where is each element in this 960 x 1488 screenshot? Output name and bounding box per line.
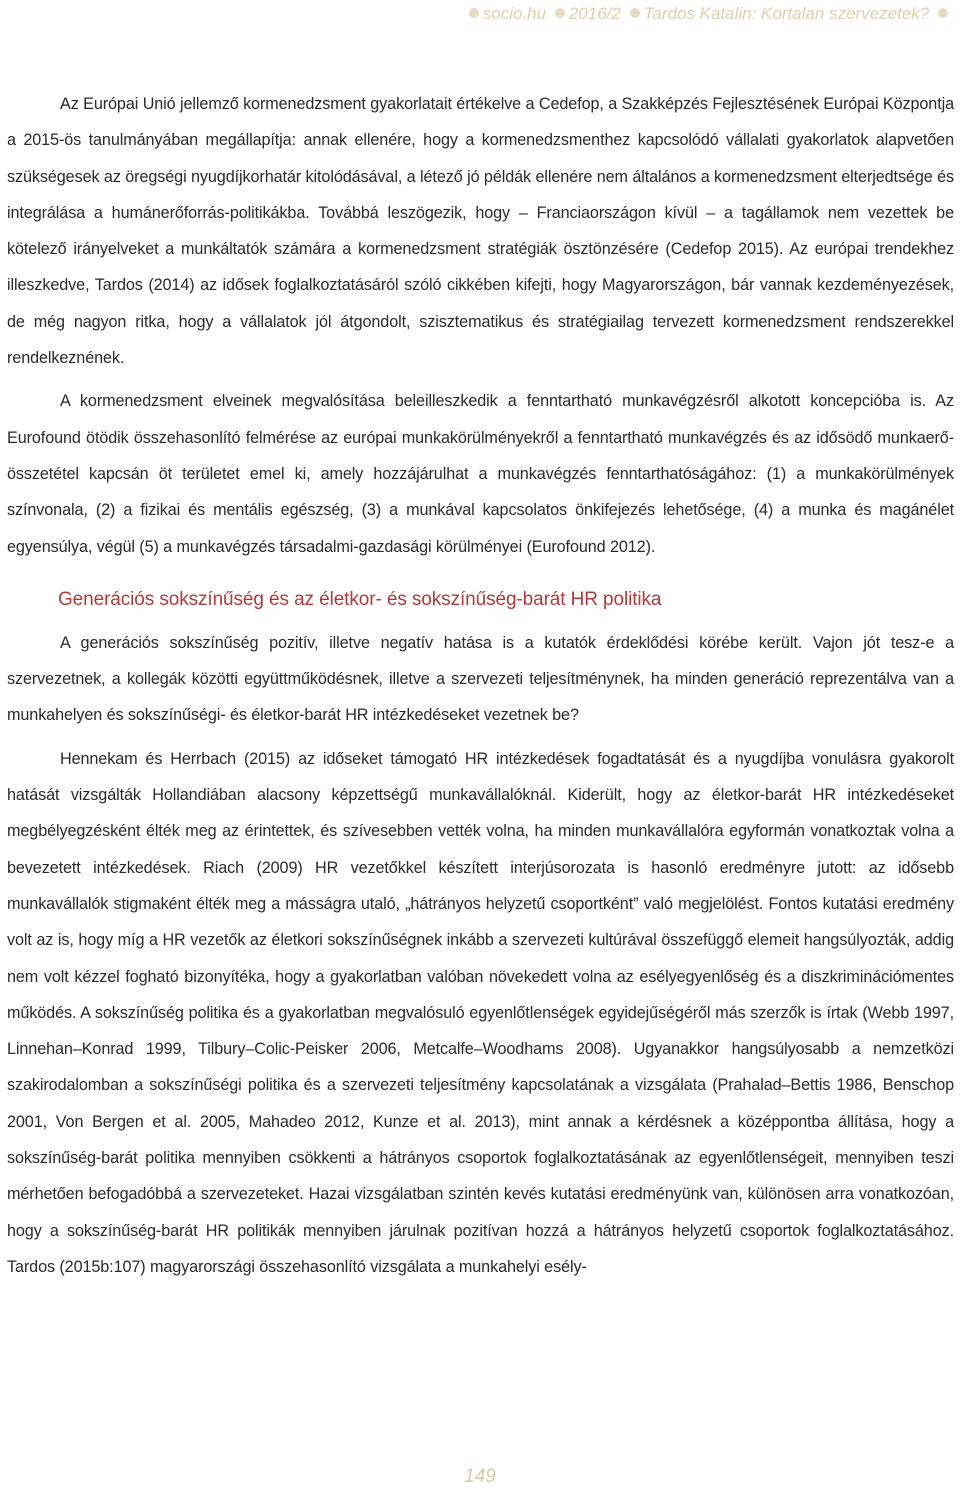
paragraph: Hennekam és Herrbach (2015) az időseket támogató HR intézkedések fogadtatását és a nyugdíjba vonulásra gyakorolt hatását vizsgálták Hollandiában alacsony képzettségű munkavállalóknál. Kiderült, hogy az életkor-barát HR intézkedéseket megbélyegzésként élték meg az érintettek, és szívesebben vették volna, ha minden munkavállalóra egyformán vonatkoztak volna a bevezetett intézkedések. Riach (2009) HR vezetőkkel készített interjúsorozata is hasonló eredményre jutott: az idősebb munkavállalók stigmaként élték meg a másságra utaló, „hátrányos helyzetű csoportként” való megjelölést. Fontos kutatási eredmény volt az is, hogy míg a HR vezetők az életkori sokszínűségnek inkább a szervezeti kultúrával összefüggő elemeit hangsúlyozták, addig nem volt kézzel fogható bizonyítéka, hogy a gyakorlatban valóban növekedett volna az esélyegyenlőség és a diszkriminációmentes működés. A sokszínűség politika és a gyakorlatban megvalósuló egyenlőtlenségek egyidejűségéről más szerzők is írtak (Webb 1997, Linnehan–Konrad 1999, Tilbury–Colic-Peisker 2006, Metcalfe–Woodhams 2008). Ugyanakkor hangsúlyosabb a nemzetközi szakirodalomban a sokszínűségi politika és a szervezeti teljesítmény kapcsolatának a vizsgálata (Prahalad–Bettis 1986, Benschop 2001, Von Bergen et al. 2005, Mahadeo 2012, Kunze et al. 2013), mint annak a kérdésnek a középpontba állítása, hogy a sokszínűség-barát politika mennyiben csökkenti a hátrányos csoportok foglalkoztatásának az egyenlőtlenségeit, mennyiben teszi mérhetően befogadóbbá a szervezeteket. Hazai vizsgálatban szintén kevés kutatási eredményünk van, különösen arra vonatkozóan, hogy a sokszínűség-barát HR politikák mennyiben járulnak pozitívan hozzá a hátrányos helyzetű csoportok foglalkoztatásához. Tardos (2015b:107) magyarországi összehasonlító vizsgálata a munkahelyi esély-	[7, 749, 954, 1276]
header-issue: 2016/2	[568, 4, 621, 23]
section-heading: Generációs sokszínűség és az életkor- és sokszínűség-barát HR politika	[58, 588, 662, 610]
header-journal: socio.hu	[482, 4, 547, 23]
running-header	[465, 4, 952, 24]
paragraph: A generációs sokszínűség pozitív, illetve negatív hatása is a kutatók érdeklődési körébe került. Vajon jót tesz-e a szervezetnek, a kollegák közötti együttműködésnek, illetve a szervezeti teljesítménynek, ha minden generáció reprezentálva van a munkahelyen és sokszínűségi- és életkor-barát HR intézkedéseket vezetnek be?	[7, 633, 954, 725]
bullet-icon	[469, 8, 479, 18]
bullet-icon	[555, 8, 565, 18]
paragraph: Az Európai Unió jellemző kormenedzsment gyakorlatait értékelve a Cedefop, a Szakképzés Fejlesztésének Európai Központja a 2015-ös tanulmányában megállapítja: annak ellenére, hogy a kormenedzsmenthez kapcsolódó vállalati gyakorlatok alapvetően szükségesek az öregségi nyugdíjkorhatár kitolódásával, a létező jó példák ellenére nem általános a kormenedzsment elterjedtsége és integrálása a humánerőforrás-politikákba. Továbbá leszögezik, hogy – Franciaországon kívül – a tagállamok nem vezettek be kötelező irányelveket a munkáltatók számára a kormenedzsment stratégiák ösztönzésére (Cedefop 2015). Az európai trendekhez illeszkedve, Tardos (2014) az idősek foglalkoztatásáról szóló cikkében kifejti, hogy Magyarországon, bár vannak kezdeményezések, de még nagyon ritka, hogy a vállalatok jól átgondolt, szisztematikus és stratégiailag tervezett kormenedzsment rendszerekkel rendelkeznének.	[7, 95, 954, 368]
page-number: 149	[464, 1466, 496, 1487]
article-body	[7, 86, 954, 1285]
paragraph: A kormenedzsment elveinek megvalósítása beleilleszkedik a fenntartható munkavégzésről alkotott koncepcióba is. Az Eurofound ötödik összehasonlító felmérése az európai munkakörülményekről a fenntartható munkavégzés és az idősödő munkaerő-összetétel kapcsán öt területet emel ki, amely hozzájárulhat a munkavégzés fenntarthatóságához: (1) a munkakörülmények színvonala, (2) a fizikai és mentális egészség, (3) a munkával kapcsolatos önkifejezés lehetősége, (4) a munka és magánélet egyensúlya, végül (5) a munkavégzés társadalmi-gazdasági körülményei (Eurofound 2012).	[7, 392, 954, 556]
bullet-icon	[938, 8, 948, 18]
bullet-icon	[630, 8, 640, 18]
header-article: Tardos Katalin: Kortalan szervezetek?	[643, 4, 930, 23]
